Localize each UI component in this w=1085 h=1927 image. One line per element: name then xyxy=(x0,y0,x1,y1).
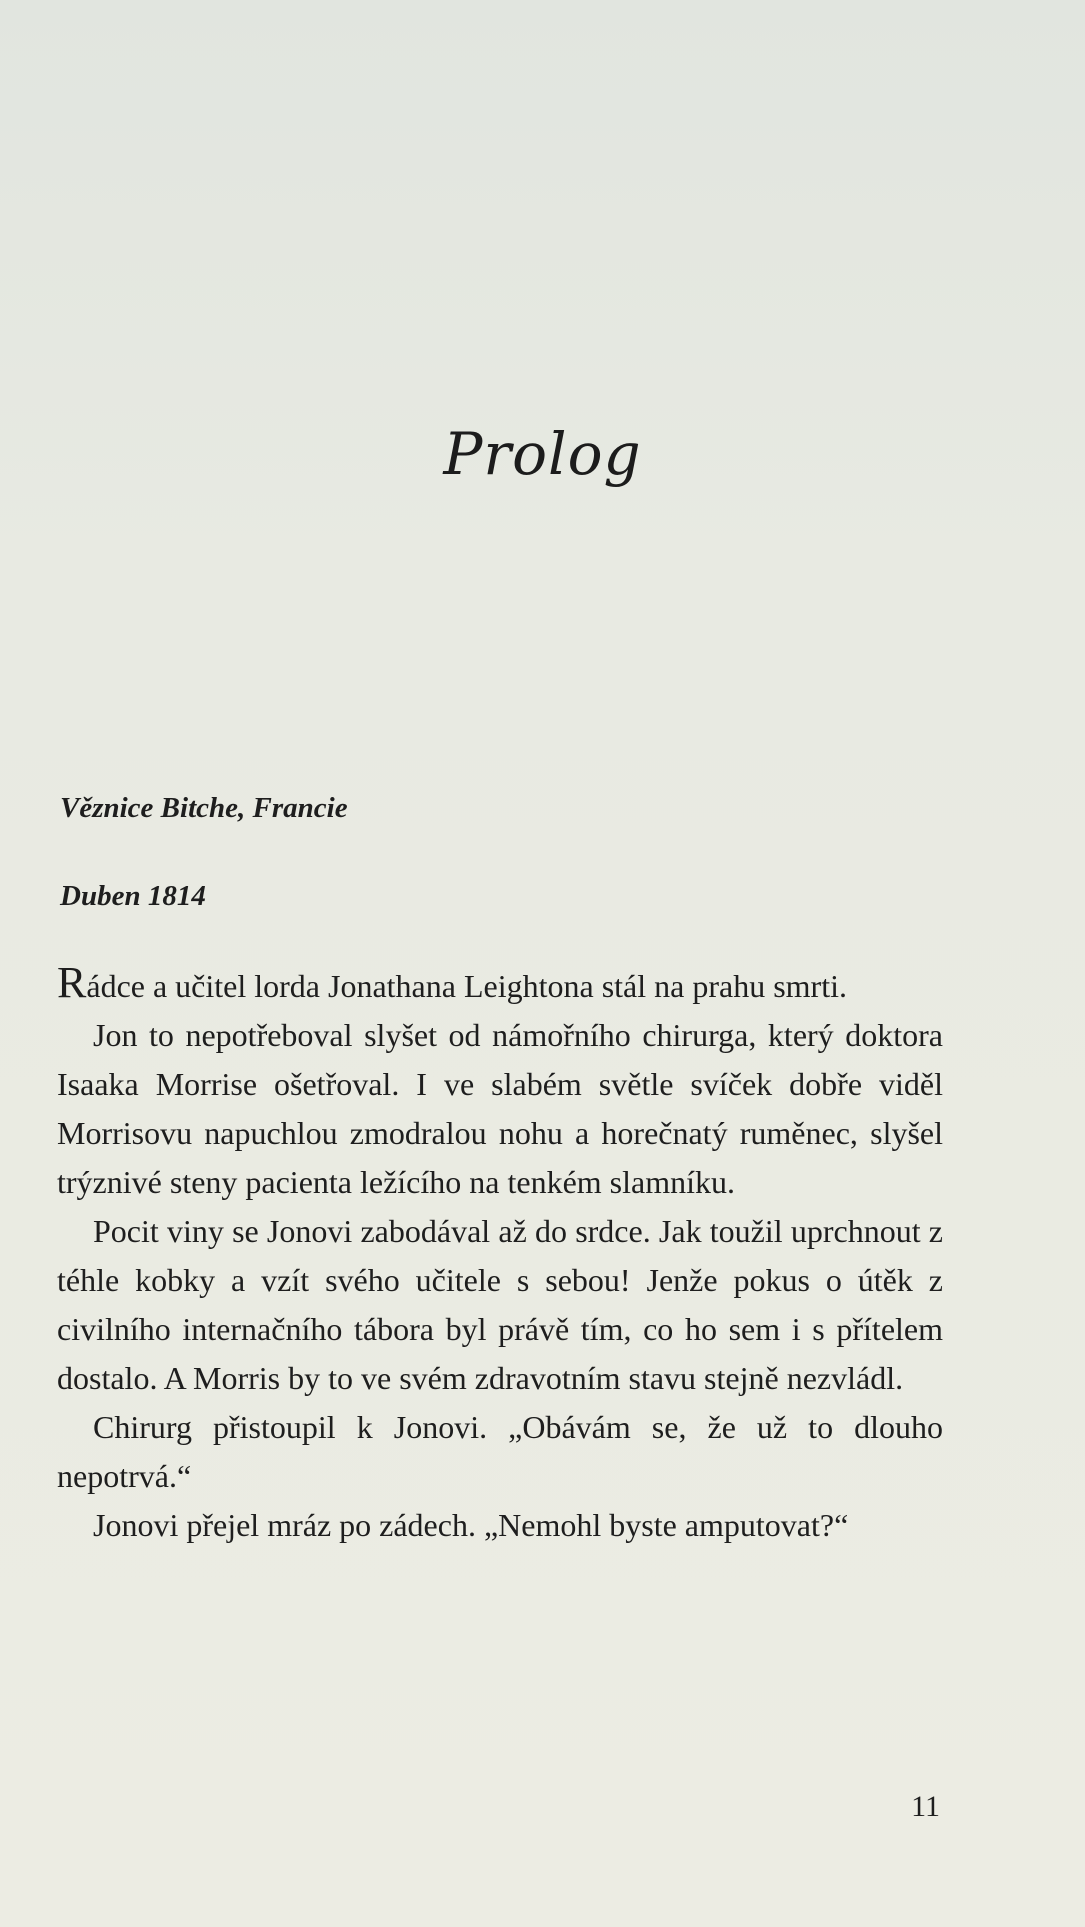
paragraph: Chirurg přistoupil k Jonovi. „Obávám se, že už to dlouho nepotrvá.“ xyxy=(57,1409,943,1494)
chapter-title: Prolog xyxy=(443,420,642,488)
setting-place: Věznice Bitche, Francie xyxy=(60,792,348,824)
paragraph: Pocit viny se Jonovi zabodával až do srdce. Jak toužil uprchnout z téhle kobky a vzít svého učitele s sebou! Jenže pokus o útěk z civilního internačního tábora byl právě tím, co ho sem i s přítelem dostalo. A Morris by to ve svém zdravotním stavu stejně nezvládl. xyxy=(57,1213,943,1396)
setting-date: Duben 1814 xyxy=(60,880,206,912)
paragraph: Jonovi přejel mráz po zádech. „Nemohl byste amputovat?“ xyxy=(93,1507,849,1543)
page-number: 11 xyxy=(911,1790,940,1823)
drop-cap: R xyxy=(57,958,87,1007)
paragraph-text: ádce a učitel lorda Jonathana Leightona stál na prahu smrti. xyxy=(86,968,847,1004)
paragraph xyxy=(57,958,943,1011)
body-text xyxy=(57,958,943,1550)
paragraph: Jon to nepotřeboval slyšet od námořního chirurga, který doktora Isaaka Morrise ošetřoval. I ve slabém světle svíček dobře viděl Morrisovu napuchlou zmodralou nohu a horečnatý ruměnec, slyšel trýznivé steny pacienta ležícího na tenkém slamníku. xyxy=(57,1017,943,1200)
